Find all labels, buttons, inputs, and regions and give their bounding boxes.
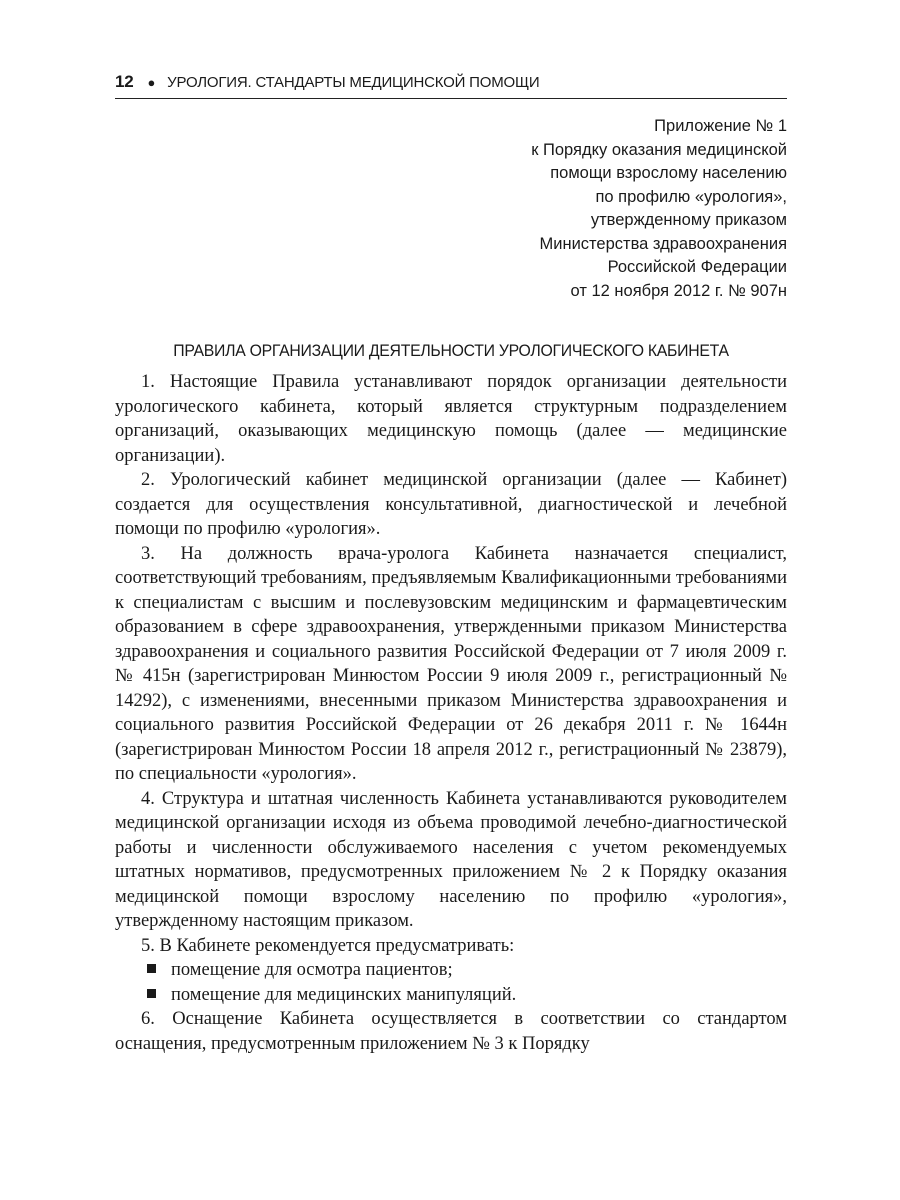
- paragraph-1: 1. Настоящие Правила устанавливают порядок организации деятельности урологического кабинета, который является структурным подразделением организаций, оказывающих медицинскую помощь (далее — медицинские организации).: [115, 372, 787, 466]
- running-title: УРОЛОГИЯ. СТАНДАРТЫ МЕДИЦИНСКОЙ ПОМОЩИ: [167, 73, 540, 91]
- list-item: [115, 958, 787, 983]
- running-header: [115, 72, 787, 99]
- document-page: [115, 72, 787, 1056]
- appendix-line: Министерства здравоохранения: [539, 234, 787, 253]
- paragraph-2: 2. Урологический кабинет медицинской организации (далее — Кабинет) создается для осуществления консультативной, диагностической и лечебной помощи по профилю «урология».: [115, 470, 787, 539]
- appendix-note: [115, 115, 787, 303]
- appendix-line: по профилю «урология»,: [595, 187, 787, 206]
- appendix-line: от 12 ноября 2012 г. № 907н: [570, 281, 787, 300]
- appendix-line: к Порядку оказания медицинской: [531, 140, 787, 159]
- list-item-text: помещение для медицинских манипуляций.: [171, 984, 517, 1005]
- paragraph-5: 5. В Кабинете рекомендуется предусматривать:: [141, 935, 515, 956]
- bullet-dot-icon: ●: [147, 74, 156, 90]
- square-bullet-icon: [147, 964, 156, 973]
- list-item-text: помещение для осмотра пациентов;: [171, 960, 453, 980]
- list-item: [115, 983, 787, 1008]
- page-number: 12: [115, 72, 134, 91]
- appendix-line: Российской Федерации: [607, 258, 787, 276]
- paragraph-4: 4. Структура и штатная численность Кабинета устанавливаются руководителем медицинской организации исходя из объема проводимой лечебно-диагностической работы и численности обслуживаемого населения с учетом рекомендуемых штатных нормативов, предусмотренных приложением № 2 к Порядку оказания медицинской помощи взрослому населению по профилю «урология», утвержденному настоящим приказом.: [115, 788, 787, 931]
- appendix-line: помощи взрослому населению: [550, 164, 787, 182]
- appendix-line: Приложение № 1: [654, 117, 787, 135]
- appendix-line: утвержденному приказом: [590, 211, 787, 229]
- square-bullet-icon: [147, 989, 156, 998]
- document-title: ПРАВИЛА ОРГАНИЗАЦИИ ДЕЯТЕЛЬНОСТИ УРОЛОГИЧЕСКОГО КАБИНЕТА: [173, 341, 729, 360]
- document-body: [115, 370, 787, 1056]
- paragraph-6: 6. Оснащение Кабинета осуществляется в соответствии со стандартом оснащения, предусмотренным приложением № 3 к Порядку: [115, 1009, 787, 1054]
- paragraph-3: 3. На должность врача-уролога Кабинета назначается специалист, соответствующий требованиям, предъявляемым Квалификационными требованиями к специалистам с высшим и послевузовским медицинским и фармацевтическим образованием в сфере здравоохранения, утвержденными приказом Министерства здравоохранения и социального развития Российской Федерации от 7 июля 2009 г. № 415н (зарегистрирован Минюстом России 9 июля 2009 г., регистрационный № 14292), с изменениями, внесенными приказом Министерства здравоохранения и социального развития Российской Федерации от 26 декабря 2011 г. № 1644н (зарегистрирован Минюстом России 18 апреля 2012 г., регистрационный № 23879), по специальности «урология».: [115, 543, 787, 784]
